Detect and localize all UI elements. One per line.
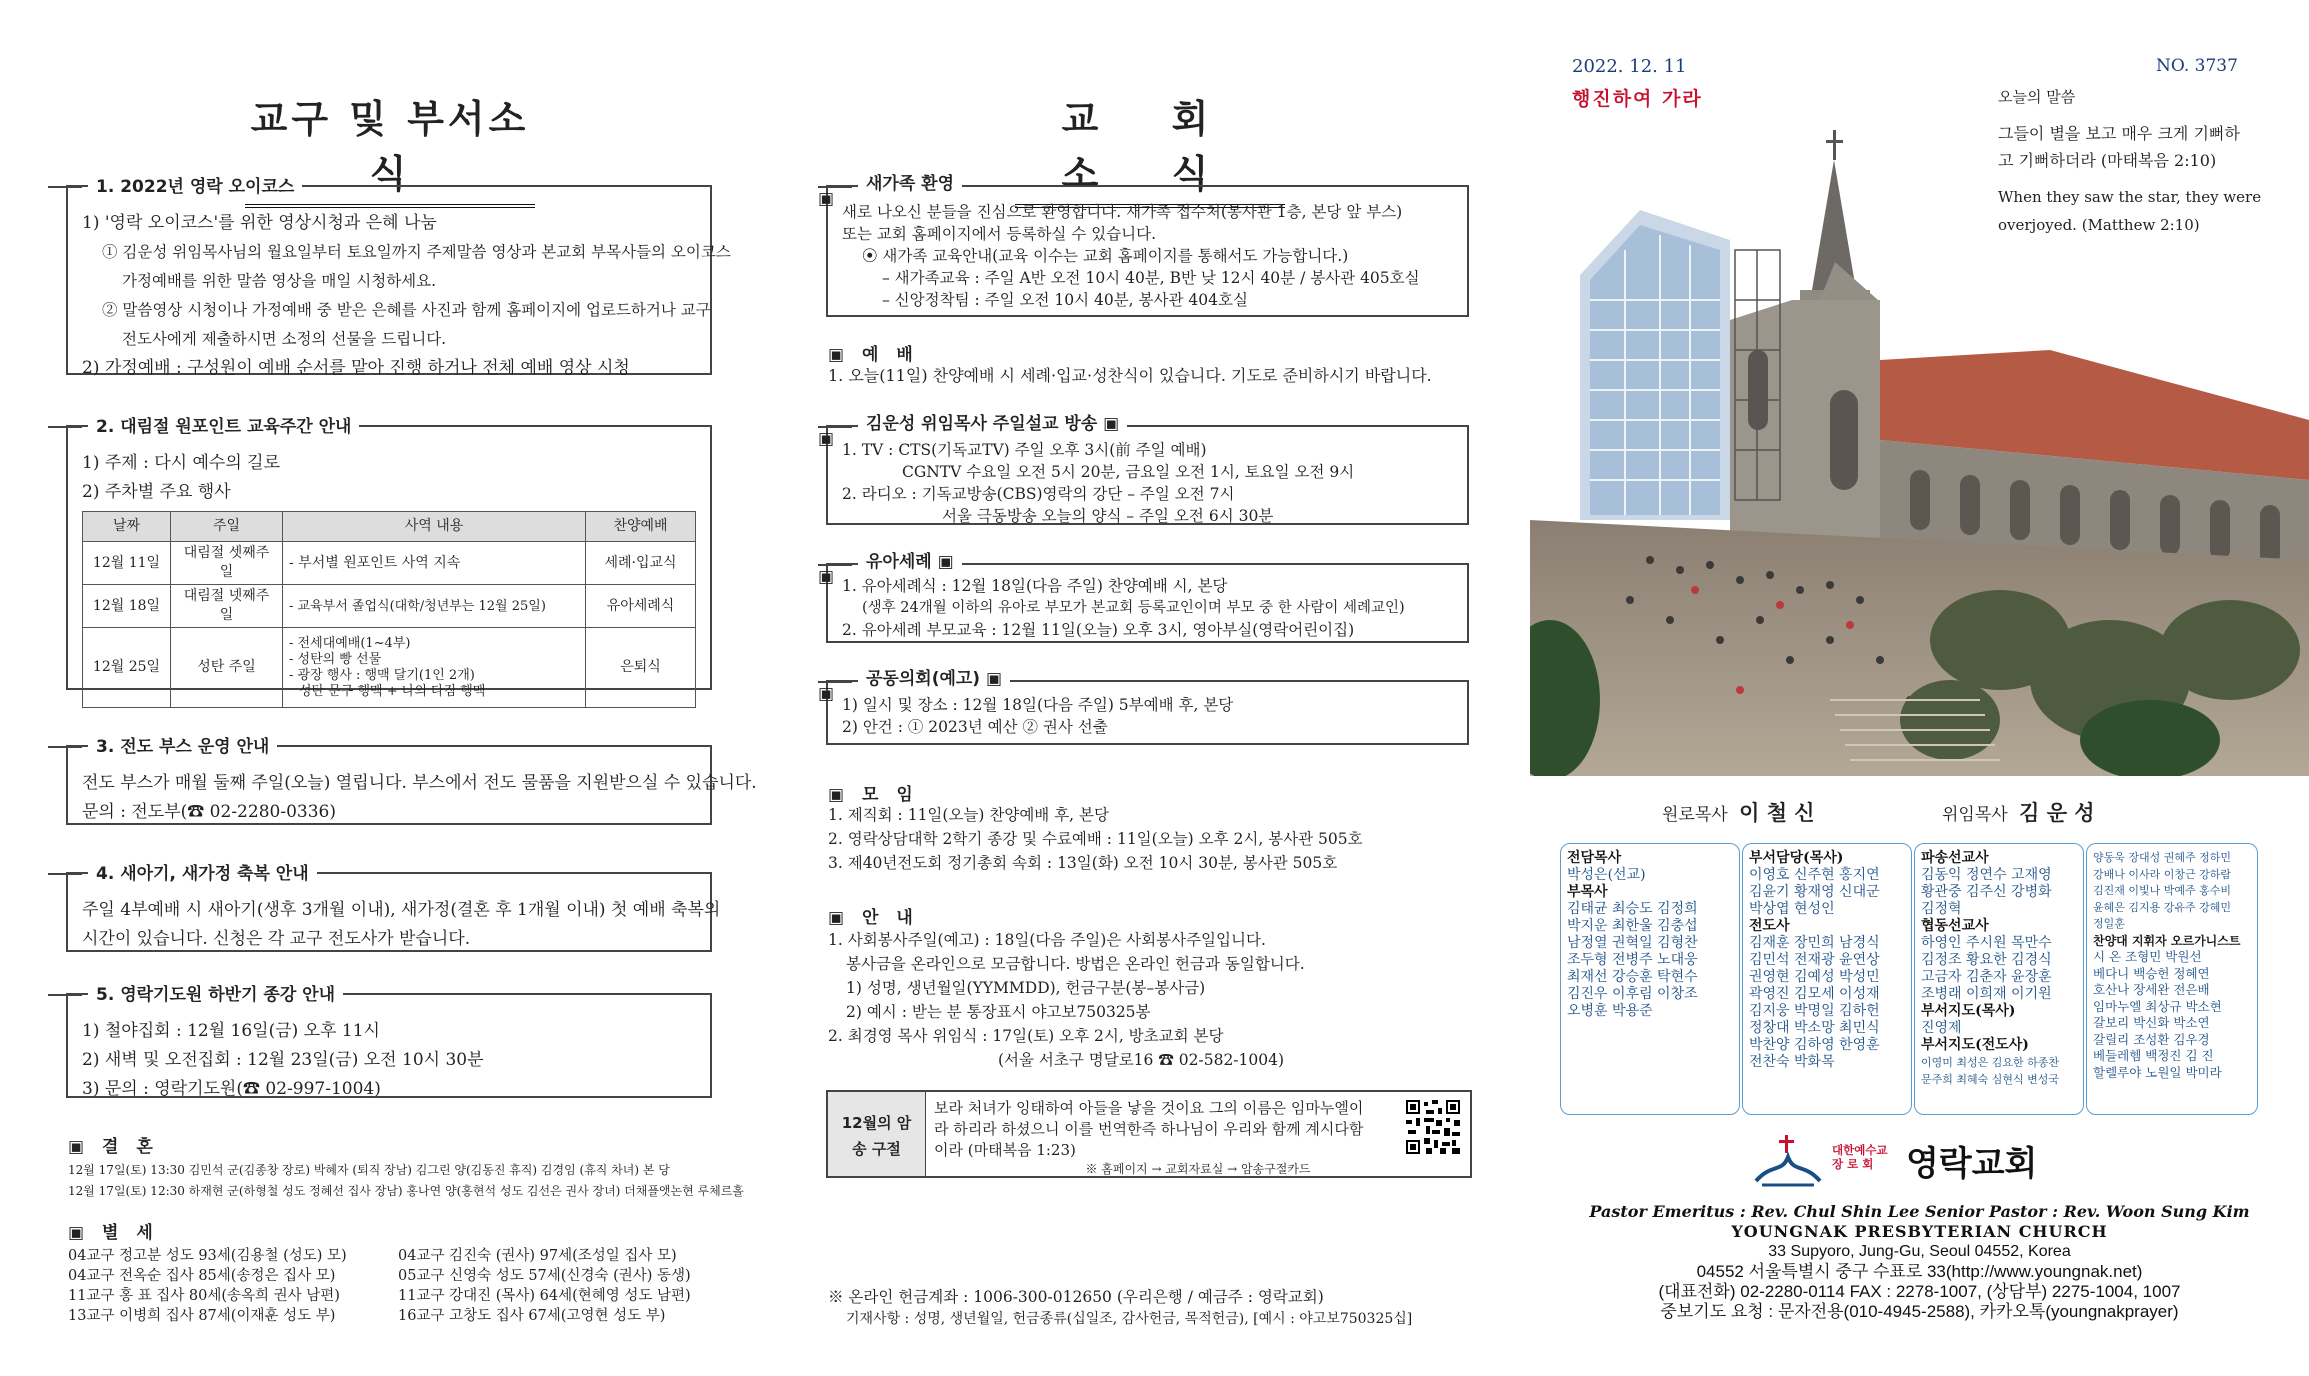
row-praise: 유아세례식 bbox=[586, 585, 696, 628]
church-info bbox=[1530, 1202, 2309, 1322]
meeting-list bbox=[828, 803, 1363, 875]
section-booth-heading: 3. 전도 부스 운영 안내 bbox=[88, 733, 277, 762]
verse-title: 오늘의 말씀 bbox=[1998, 88, 2076, 106]
pastor-emeritus-name: 이 철 신 bbox=[1739, 801, 1815, 825]
newcomer-line: – 새가족교육 : 주일 A반 오전 10시 40분, B반 낮 12시 40분 / 봉사관 405호실 bbox=[882, 269, 1420, 287]
staff-names: 김지웅 박명일 김하헌 bbox=[1749, 1003, 1880, 1019]
verse-korean-line: 그들이 별을 보고 매우 크게 기뻐하 bbox=[1998, 124, 2240, 143]
staff-names: 김정조 황요한 김경식 bbox=[1921, 952, 2052, 968]
staff-heading: 부서지도(전도사) bbox=[1921, 1037, 2029, 1053]
middle-column-title: 교 회 소 식 bbox=[1015, 88, 1285, 208]
table-row bbox=[83, 585, 696, 628]
blessing-line: 주일 4부예배 시 새아기(생후 3개월 이내), 새가정(결혼 후 1개월 이내) 첫 예배 축복의 bbox=[82, 900, 721, 920]
obituary-entry: 16교구 고창도 집사 67세(고영현 성도 부) bbox=[398, 1308, 666, 1324]
oikos-line: 1) '영락 오이코스'를 위한 영상시청과 은혜 나눔 bbox=[82, 213, 437, 233]
staff-names: 호산나 장세완 전은배 bbox=[2093, 982, 2210, 997]
notice-line: 1. 사회봉사주일(예고) : 18일(다음 주일)은 사회봉사주일입니다. bbox=[828, 931, 1266, 949]
staff-box-pastors bbox=[1560, 843, 1740, 1115]
section-oikos bbox=[66, 177, 731, 378]
staff-names: 조두형 전병주 노대웅 bbox=[1567, 952, 1698, 968]
staff-box-choir bbox=[2086, 843, 2258, 1115]
newcomer-line: ⦿ 새가족 교육안내(교육 이수는 교회 홈페이지를 통해서도 가능합니다.) bbox=[862, 247, 1349, 265]
oikos-line: 2) 가정예배 : 구성원이 예배 순서를 맡아 진행 하거나 전체 예배 영상 시청 bbox=[82, 358, 630, 378]
worship-line: 1. 오늘(11일) 찬양예배 시 세례·입교·성찬식이 있습니다. 기도로 준비하시기 바랍니다. bbox=[828, 366, 1432, 385]
pastor-emeritus-label: 원로목사 bbox=[1662, 805, 1728, 825]
staff-heading: 부목사 bbox=[1567, 884, 1608, 900]
broadcast-line: 서울 극동방송 오늘의 양식 – 주일 오전 6시 30분 bbox=[942, 507, 1274, 525]
notice-line: 봉사금을 온라인으로 모금합니다. 방법은 온라인 헌금과 동일합니다. bbox=[846, 955, 1305, 973]
staff-names: 갈보리 박신화 박소연 bbox=[2093, 1015, 2210, 1030]
section-advent bbox=[66, 417, 712, 699]
advent-line: 2) 주차별 주요 행사 bbox=[82, 482, 231, 502]
infant-line: (생후 24개월 이하의 유아로 부모가 본교회 등록교인이며 부모 중 한 사람이 세례교인) bbox=[862, 600, 1405, 616]
staff-names: 김진재 이빛나 박예주 홍수비 bbox=[2093, 884, 2232, 897]
row-praise: 은퇴식 bbox=[586, 628, 696, 708]
staff-names: 김태균 최승도 김정희 bbox=[1567, 901, 1698, 917]
meeting-heading: ▣ 모 임 bbox=[828, 780, 919, 805]
notice-list bbox=[828, 928, 1305, 1072]
obituary-row bbox=[68, 1266, 718, 1286]
newcomer-line: 새로 나오신 분들을 진심으로 환영합니다. 새가족 접수처(봉사관 1층, 본당 앞 부스) bbox=[842, 203, 1403, 221]
obituary-row bbox=[68, 1286, 718, 1306]
row-praise: 세례·입교식 bbox=[586, 542, 696, 585]
obituary-entry: 04교구 전옥순 집사 85세(송정은 집사 모) bbox=[68, 1268, 336, 1284]
staff-names: 베들레헴 백정진 김 진 bbox=[2093, 1048, 2214, 1063]
staff-names: 박찬양 김하영 한영훈 bbox=[1749, 1037, 1880, 1053]
staff-names: 고금자 김춘자 윤장훈 bbox=[1921, 969, 2052, 985]
motto: 행진하여 가라 bbox=[1572, 88, 1703, 110]
staff-names: 김정혁 bbox=[1921, 901, 1962, 917]
broadcast-heading: ▣ 김운성 위임목사 주일설교 방송 ▣ bbox=[858, 413, 1127, 435]
staff-heading: 부서지도(목사) bbox=[1921, 1003, 2016, 1019]
obituary-heading: ▣ 별 세 bbox=[68, 1218, 159, 1243]
newcomer-line: – 신앙정착팀 : 주일 오전 10시 40분, 봉사관 404호실 bbox=[882, 291, 1248, 309]
row-week: 대림절 셋째주일 bbox=[171, 542, 283, 585]
table-header: 날짜 bbox=[83, 512, 171, 542]
prayer-house-line: 1) 철야집회 : 12월 16일(금) 오후 11시 bbox=[82, 1021, 380, 1041]
obituary-row bbox=[68, 1246, 718, 1266]
booth-line: 전도 부스가 매월 둘째 주일(오늘) 열립니다. 부스에서 전도 물품을 지원받으실 수 있습니다. bbox=[82, 773, 757, 793]
denomination bbox=[1832, 1143, 1888, 1171]
verse-korean-line: 고 기뻐하더라 (마태복음 2:10) bbox=[1998, 151, 2217, 170]
row-date: 12월 11일 bbox=[83, 542, 171, 585]
blessing-line: 시간이 있습니다. 신청은 각 교구 전도사가 받습니다. bbox=[82, 929, 471, 949]
council-line: 2) 안건 : ① 2023년 예산 ② 권사 선출 bbox=[842, 718, 1108, 736]
obituary-entry: 05교구 신영숙 성도 57세(신경숙 (권사) 동생) bbox=[398, 1268, 691, 1284]
section-advent-heading: 2. 대림절 원포인트 교육주간 안내 bbox=[88, 413, 359, 442]
council-line: 1) 일시 및 장소 : 12월 18일(다음 주일) 5부예배 후, 본당 bbox=[842, 696, 1234, 714]
section-blessing-heading: 4. 새아기, 새가정 축복 안내 bbox=[88, 860, 317, 889]
obituary-entry: 13교구 이병희 집사 87세(이재훈 성도 부) bbox=[68, 1308, 336, 1324]
notice-line: 1) 성명, 생년월일(YYMMDD), 헌금구분(봉–봉사금) bbox=[846, 979, 1206, 997]
staff-names: 김재훈 장민희 남경식 bbox=[1749, 935, 1880, 951]
bulletin-date: 2022. 12. 11 bbox=[1572, 56, 1687, 77]
section-newcomer bbox=[826, 174, 1469, 317]
staff-heading: 파송선교사 bbox=[1921, 850, 1989, 866]
row-content: - 부서별 원포인트 사역 지속 bbox=[283, 542, 586, 585]
staff-names: 조병래 이희재 이기원 bbox=[1921, 986, 2052, 1002]
staff-names: 남정열 권혁일 김형찬 bbox=[1567, 935, 1698, 951]
wedding-heading: ▣ 결 혼 bbox=[68, 1132, 159, 1157]
senior-pastor-label: 위임목사 bbox=[1942, 805, 2008, 825]
worship-heading: ▣ 예 배 bbox=[828, 340, 919, 365]
row-week: 성탄 주일 bbox=[171, 628, 283, 708]
meeting-line: 1. 제직회 : 11일(오늘) 찬양예배 후, 본당 bbox=[828, 806, 1109, 824]
staff-heading: 찬양대 지휘자 오르가니스트 bbox=[2093, 933, 2241, 948]
obituary-entry: 11교구 홍 표 집사 80세(송옥희 권사 남편) bbox=[68, 1288, 340, 1304]
wedding-line: 12월 17일(토) 13:30 김민석 군(김종창 장로) 박혜자 (퇴직 장남) 김그린 양(김동진 휴직) 김경임 (휴직 차녀) 본 당 bbox=[68, 1163, 670, 1177]
section-oikos-heading: 1. 2022년 영락 오이코스 bbox=[88, 173, 302, 202]
staff-names: 시 온 조형민 박원선 bbox=[2093, 949, 2202, 964]
staff-names: 진영제 bbox=[1921, 1020, 1962, 1036]
senior-pastor-name: 김 운 성 bbox=[2019, 801, 2095, 825]
row-date: 12월 25일 bbox=[83, 628, 171, 708]
address-korean: 04552 서울특별시 중구 수표로 33(http://www.youngnak.net) bbox=[1696, 1262, 2143, 1281]
staff-names: 박상엽 현성인 bbox=[1749, 901, 1835, 917]
table-header: 주일 bbox=[171, 512, 283, 542]
obituary-entry: 11교구 강대진 (목사) 64세(현혜영 성도 남편) bbox=[398, 1288, 691, 1304]
memory-verse-label: 12월의 암송 구절 bbox=[828, 1092, 926, 1176]
church-name: 영락교회 bbox=[1906, 1144, 2038, 1184]
staff-names: 박성은(선교) bbox=[1567, 867, 1646, 883]
verse-english-line: When they saw the star, they were bbox=[1998, 188, 2262, 206]
notice-line: 2) 예시 : 받는 분 통장표시 야고보750325봉 bbox=[846, 1003, 1151, 1021]
staff-names: 박지운 최한울 김충섭 bbox=[1567, 918, 1698, 934]
staff-names: 황관중 김주신 강병화 bbox=[1921, 884, 2052, 900]
obituary-list bbox=[68, 1246, 718, 1326]
memory-verse-footer: ※ 홈페이지 → 교회자료실 → 암송구절카드 bbox=[1085, 1162, 1311, 1176]
staff-names: 김진우 이후림 이창조 bbox=[1567, 986, 1698, 1002]
staff-names: 이영호 신주현 홍지연 bbox=[1749, 867, 1880, 883]
advent-schedule-table bbox=[82, 511, 696, 708]
notice-line: 2. 최경영 목사 위임식 : 17일(토) 오후 2시, 방초교회 본당 bbox=[828, 1027, 1224, 1045]
booth-line: 문의 : 전도부(☎ 02-2280-0336) bbox=[82, 802, 336, 822]
online-offering-note: 기재사항 : 성명, 생년월일, 헌금종류(십일조, 감사헌금, 목적헌금), [예시 : 야고보750325십] bbox=[846, 1311, 1413, 1327]
verse-english-line: overjoyed. (Matthew 2:10) bbox=[1998, 216, 2200, 234]
notice-heading: ▣ 안 내 bbox=[828, 903, 919, 928]
staff-names: 김윤기 황재영 신대군 bbox=[1749, 884, 1880, 900]
staff-names: 양동욱 장대성 권혜주 정하민 bbox=[2093, 851, 2232, 864]
staff-names: 이영미 최성은 김요한 하종찬 bbox=[1921, 1056, 2060, 1069]
online-offering bbox=[828, 1286, 1412, 1330]
left-column-title: 교구 및 부서소식 bbox=[245, 88, 535, 208]
staff-names: 갈릴리 조성환 김우경 bbox=[2093, 1031, 2210, 1047]
pastor-emeritus bbox=[1662, 797, 1815, 827]
staff-names: 권영현 김예성 박성민 bbox=[1749, 969, 1880, 985]
staff-heading: 협동선교사 bbox=[1921, 918, 1989, 934]
broadcast-line: CGNTV 수요일 오전 5시 20분, 금요일 오전 1시, 토요일 오전 9시 bbox=[902, 463, 1355, 481]
staff-names: 전찬숙 박화목 bbox=[1749, 1054, 1835, 1070]
staff-box-missionaries bbox=[1914, 843, 2084, 1115]
obituary-row bbox=[68, 1306, 718, 1326]
table-row bbox=[83, 542, 696, 585]
staff-names: 하영인 주시원 목만수 bbox=[1921, 935, 2052, 951]
broadcast-heading-text: 김운성 위임목사 주일설교 방송 bbox=[866, 414, 1098, 434]
online-offering-account: ※ 온라인 헌금계좌 : 1006-300-012650 (우리은행 / 예금주 : 영락교회) bbox=[828, 1288, 1324, 1306]
address-english: 33 Supyoro, Jung-Gu, Seoul 04552, Korea bbox=[1768, 1243, 2071, 1260]
row-content: 성탄 문구 행맥 + 나의 다짐 행맥 bbox=[299, 683, 486, 699]
prayer-request: 중보기도 요청 : 문자전용(010-4945-2588), 카카오톡(youngnakprayer) bbox=[1660, 1302, 2179, 1321]
infant-heading: ▣ 유아세례 ▣ bbox=[858, 551, 962, 573]
qr-code-icon bbox=[1404, 1098, 1462, 1156]
newcomer-heading: ▣ 새가족 환영 bbox=[858, 173, 962, 195]
infant-line: 2. 유아세례 부모교육 : 12월 11일(오늘) 오후 3시, 영아부실(영락어린이집) bbox=[842, 621, 1355, 639]
section-broadcast bbox=[826, 414, 1469, 525]
staff-heading: 부서담당(목사) bbox=[1749, 850, 1844, 866]
staff-names: 정일훈 bbox=[2093, 917, 2125, 930]
obituary-entry: 04교구 김진숙 (권사) 97세(조성일 집사 모) bbox=[398, 1248, 677, 1264]
church-english-name: YOUNGNAK PRESBYTERIAN CHURCH bbox=[1731, 1222, 2108, 1241]
council-heading: ▣ 공동의회(예고) ▣ bbox=[858, 668, 1010, 690]
section-prayer-house bbox=[66, 985, 712, 1099]
staff-names: 곽영진 김모세 이성재 bbox=[1749, 986, 1880, 1002]
staff-names: 베다니 백승헌 정혜연 bbox=[2093, 965, 2210, 981]
section-infant-baptism bbox=[826, 552, 1469, 643]
memory-verse-box bbox=[826, 1090, 1472, 1178]
church-logo-icon bbox=[1752, 1133, 1824, 1189]
staff-heading: 전담목사 bbox=[1567, 850, 1622, 866]
staff-names: 김민석 전재광 윤연상 bbox=[1749, 952, 1880, 968]
row-week: 대림절 넷째주일 bbox=[171, 585, 283, 628]
broadcast-line: 2. 라디오 : 기독교방송(CBS)영락의 강단 – 주일 오전 7시 bbox=[842, 485, 1235, 503]
row-date: 12월 18일 bbox=[83, 585, 171, 628]
staff-heading: 전도사 bbox=[1749, 918, 1790, 934]
row-content: - 전세대예배(1~4부) bbox=[289, 635, 411, 651]
infant-heading-text: 유아세례 bbox=[866, 552, 932, 572]
oikos-line: ① 김운성 위임목사님의 월요일부터 토요일까지 주제말씀 영상과 본교회 부목사들의 오이코스 bbox=[102, 243, 731, 261]
senior-pastor bbox=[1942, 797, 2095, 827]
section-evangelism-booth bbox=[66, 737, 757, 825]
staff-names: 최재선 강승훈 탁현수 bbox=[1567, 969, 1698, 985]
staff-names: 임마누엘 최상규 박소현 bbox=[2093, 998, 2222, 1014]
denomination-line: 장 로 회 bbox=[1832, 1157, 1874, 1171]
staff-box-departments bbox=[1742, 843, 1912, 1115]
prayer-house-line: 3) 문의 : 영락기도원(☎ 02-997-1004) bbox=[82, 1079, 381, 1099]
row-content: - 성탄의 빵 선물 bbox=[289, 651, 382, 667]
staff-names: 문주희 최혜숙 심현식 변성국 bbox=[1921, 1073, 2060, 1086]
newcomer-line: 또는 교회 홈페이지에서 등록하실 수 있습니다. bbox=[842, 225, 1157, 243]
section-prayer-house-heading: 5. 영락기도원 하반기 종강 안내 bbox=[88, 981, 343, 1010]
broadcast-line: 1. TV : CTS(기독교TV) 주일 오후 3시(前 주일 예배) bbox=[842, 441, 1207, 459]
meeting-line: 3. 제40년전도회 정기총회 속회 : 13일(화) 오전 10시 30분, 봉사관 505호 bbox=[828, 854, 1338, 872]
staff-names: 정창대 박소망 최민식 bbox=[1749, 1020, 1880, 1036]
row-content: - 광장 행사 : 행맥 달기(1인 2개) bbox=[289, 667, 475, 683]
council-heading-text: 공동의회(예고) bbox=[866, 669, 981, 689]
row-content: - 교육부서 졸업식(대학/청년부는 12월 25일) bbox=[283, 585, 586, 628]
oikos-line: ② 말씀영상 시청이나 가정예배 중 받은 은혜를 사진과 함께 홈페이지에 업로드하거나 교구 bbox=[102, 301, 711, 319]
pastor-line: Pastor Emeritus : Rev. Chul Shin Lee Senior Pastor : Rev. Woon Sung Kim bbox=[1589, 1202, 2250, 1221]
table-header: 찬양예배 bbox=[586, 512, 696, 542]
prayer-house-line: 2) 새벽 및 오전집회 : 12월 23일(금) 오전 10시 30분 bbox=[82, 1050, 484, 1070]
section-congregational-meeting bbox=[826, 669, 1469, 745]
phone-numbers: (대표전화) 02-2280-0114 FAX : 2278-1007, (상담부) 2275-1004, 1007 bbox=[1658, 1282, 2181, 1301]
meeting-line: 2. 영락상담대학 2학기 종강 및 수료예배 : 11일(오늘) 오후 2시, 봉사관 505호 bbox=[828, 830, 1363, 848]
staff-names: 할렐루야 노원일 박미라 bbox=[2093, 1064, 2222, 1080]
wedding-list bbox=[68, 1160, 744, 1202]
staff-names: 오병훈 박용준 bbox=[1567, 1003, 1653, 1019]
advent-line: 1) 주제 : 다시 예수의 길로 bbox=[82, 453, 280, 473]
table-row bbox=[83, 628, 696, 708]
issue-number: NO. 3737 bbox=[2156, 56, 2238, 76]
oikos-line: 전도사에게 제출하시면 소정의 선물을 드립니다. bbox=[122, 330, 447, 348]
wedding-line: 12월 17일(토) 12:30 하재현 군(하형철 성도 정혜선 집사 장남) 홍나연 양(홍현석 성도 김선은 권사 장녀) 더채플앳논현 루체르홀 bbox=[68, 1184, 744, 1198]
memory-verse-line: 보라 처녀가 잉태하여 아들을 낳을 것이요 그의 이름은 임마누엘이 bbox=[934, 1099, 1364, 1117]
memory-verse-line: 이라 (마태복음 1:23) bbox=[934, 1141, 1076, 1159]
staff-names: 윤혜은 김지용 강유주 강혜민 bbox=[2093, 900, 2232, 914]
notice-line: (서울 서초구 명달로16 ☎ 02-582-1004) bbox=[998, 1051, 1285, 1069]
staff-names: 강배나 이사라 이창근 강하람 bbox=[2093, 867, 2232, 881]
infant-line: 1. 유아세례식 : 12월 18일(다음 주일) 찬양예배 시, 본당 bbox=[842, 577, 1228, 595]
denomination-line: 대한예수교 bbox=[1832, 1143, 1888, 1157]
table-header: 사역 내용 bbox=[283, 512, 586, 542]
oikos-line: 가정예배를 위한 말씀 영상을 매일 시청하세요. bbox=[122, 272, 437, 290]
church-photo bbox=[1530, 0, 2309, 776]
obituary-entry: 04교구 정고분 성도 93세(김용철 (성도) 모) bbox=[68, 1248, 347, 1264]
memory-verse-line: 라 하리라 하셨으니 이를 번역한즉 하나님이 우리와 함께 계시다함 bbox=[934, 1120, 1364, 1138]
staff-names: 김동익 정연수 고재영 bbox=[1921, 867, 2052, 883]
section-blessing bbox=[66, 864, 721, 952]
